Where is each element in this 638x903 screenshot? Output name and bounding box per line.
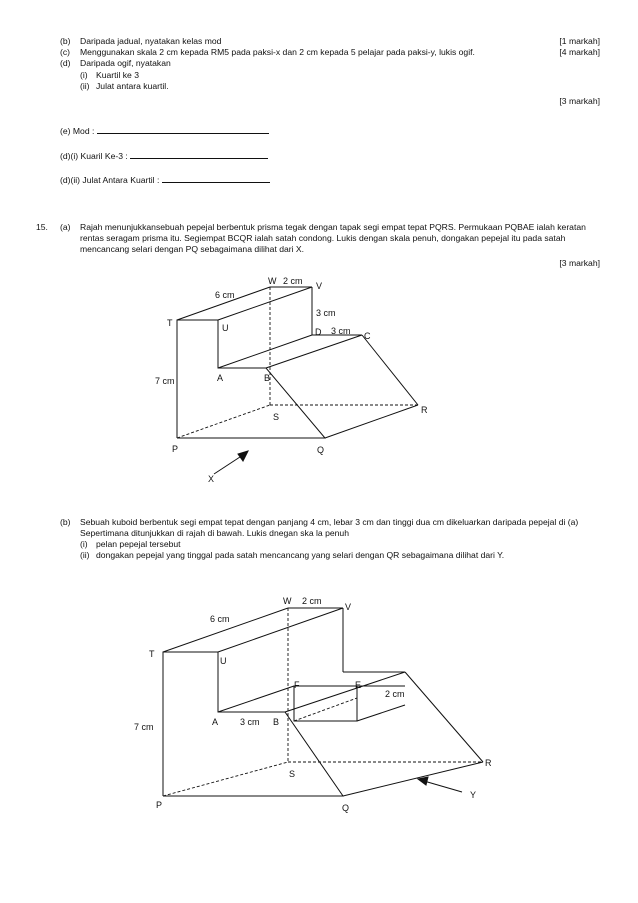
item-c-marks: [4 markah]	[559, 47, 600, 57]
label-Q: Q	[342, 803, 350, 813]
part-b-label: (b)	[60, 517, 71, 527]
part-a-label: (a)	[60, 222, 71, 232]
dim-WV: 2 cm	[283, 276, 303, 286]
question-number: 15.	[36, 222, 48, 232]
dim-top: 6 cm	[215, 290, 235, 300]
part-b-ii-text: dongakan pepejal yang tinggal pada satah mencancang yang selari dengan QR sebagaimana dilihat dari Y.	[96, 550, 505, 560]
item-b-text: Daripada jadual, nyatakan kelas mod	[80, 36, 222, 46]
label-D: D	[315, 327, 322, 337]
label-B: B	[273, 717, 280, 727]
label-F: F	[294, 680, 300, 690]
label-P: P	[156, 800, 163, 810]
edge-QR	[343, 762, 483, 796]
item-d-label: (d)	[60, 58, 71, 68]
label-R: R	[485, 758, 492, 768]
answer-d-ii-label: (d)(ii) Julat Antara Kuartil :	[60, 175, 160, 185]
label-W: W	[283, 596, 292, 606]
label-V: V	[316, 281, 323, 291]
label-R: R	[421, 405, 428, 415]
dim-VD: 3 cm	[316, 308, 336, 318]
dim-DC: 3 cm	[331, 326, 351, 336]
label-A: A	[212, 717, 219, 727]
label-U: U	[222, 323, 229, 333]
label-B: B	[264, 373, 271, 383]
item-d-ii-text: Julat antara kuartil.	[96, 81, 169, 91]
label-Y: Y	[470, 790, 477, 800]
part-a-marks: [3 markah]	[559, 258, 600, 268]
part-b-line-2: Sepertimana ditunjukkan di rajah di bawah. Lukis dnegan ska la penuh	[80, 528, 349, 538]
label-P: P	[172, 444, 179, 454]
hidden-cuboid-edge	[294, 698, 357, 721]
label-W: W	[268, 276, 277, 286]
item-b-label: (b)	[60, 36, 71, 46]
label-T: T	[149, 649, 155, 659]
dim-left: 7 cm	[155, 376, 175, 386]
item-d-marks: [3 markah]	[559, 96, 600, 106]
answer-d-i-label: (d)(i) Kuaril Ke-3 :	[60, 151, 128, 161]
label-U: U	[220, 656, 227, 666]
view-arrow-y	[424, 781, 462, 792]
part-b-ii-label: (ii)	[80, 550, 90, 560]
item-c-text: Menggunakan skala 2 cm kepada RM5 pada paksi-x dan 2 cm kepada 5 pelajar pada paksi-y, lukis ogif.	[80, 47, 475, 57]
item-d-ii-label: (ii)	[80, 81, 90, 91]
hidden-edge-PS	[163, 762, 288, 796]
arrow-head-icon	[418, 777, 428, 785]
label-V: V	[345, 602, 352, 612]
item-c-label: (c)	[60, 47, 71, 57]
label-S: S	[273, 412, 280, 422]
label-C: C	[364, 331, 371, 341]
label-X: X	[208, 474, 215, 484]
edge-CR	[405, 672, 483, 762]
dim-FE: 2 cm	[385, 689, 405, 699]
part-b-i-label: (i)	[80, 539, 88, 549]
dim-left: 7 cm	[134, 722, 154, 732]
item-d-i-label: (i)	[80, 70, 88, 80]
dim-AB: 3 cm	[240, 717, 260, 727]
edge-A-back	[218, 686, 294, 712]
part-a-line-1: Rajah menunjukkansebuah pepejal berbentuk prisma tegak dengan tapak segi empat tepat PQRS. Permukaan PQBAE ialah keratan	[80, 222, 586, 232]
part-a-line-3: mencancang selari dengan PQ sebagaimana dilihat dari X.	[80, 244, 305, 254]
part-b-line-1: Sebuah kuboid berbentuk segi empat tepat dengan panjang 4 cm, lebar 3 cm dan tinggi dua cm dikeluarkan daripada pepejal di (a)	[80, 517, 579, 527]
answer-e-label: (e) Mod :	[60, 126, 95, 136]
label-Q: Q	[317, 445, 325, 455]
label-S: S	[289, 769, 296, 779]
item-b-marks: [1 markah]	[559, 36, 600, 46]
dim-top: 6 cm	[210, 614, 230, 624]
label-T: T	[167, 318, 173, 328]
label-A: A	[217, 373, 224, 383]
edge-UV	[218, 608, 343, 652]
dim-WV: 2 cm	[302, 596, 322, 606]
cuboid-bottom-edge	[357, 705, 405, 721]
label-E: E	[355, 680, 362, 690]
item-d-i-text: Kuartil ke 3	[96, 70, 139, 80]
item-d-text: Daripada ogif, nyatakan	[80, 58, 171, 68]
part-a-line-2: rentas seragam prisma itu. Segiempat BCQR ialah satah condong. Lukis dengan skala penuh, dongakan pepejal itu pada satah	[80, 233, 566, 243]
part-b-i-text: pelan pepejal tersebut	[96, 539, 181, 549]
